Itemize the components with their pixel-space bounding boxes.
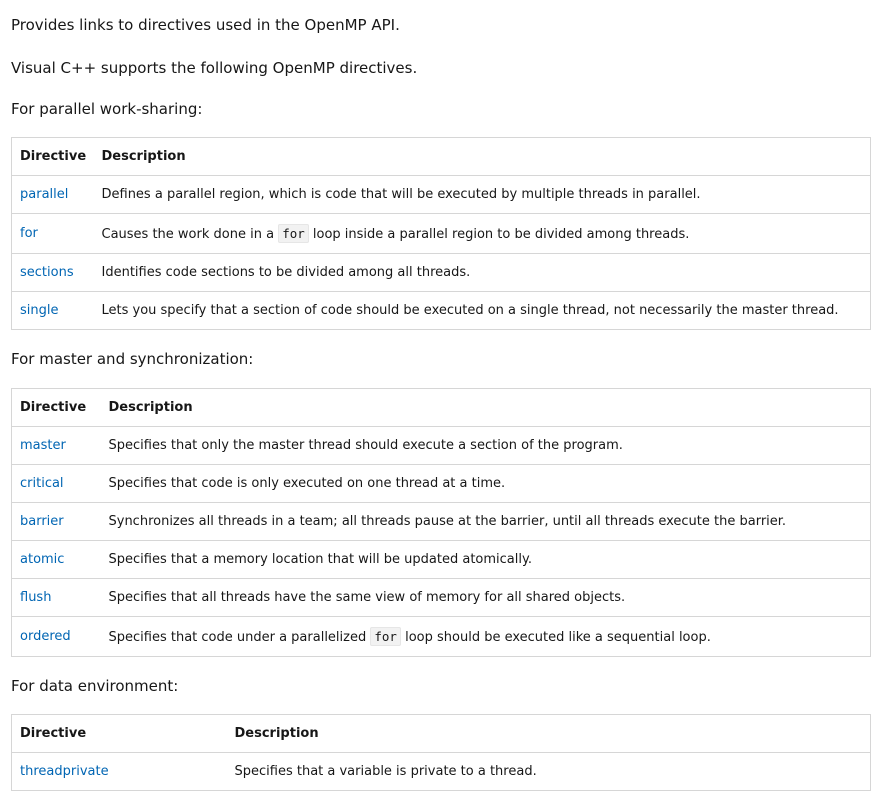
table-row: [12, 214, 871, 254]
description-text: Specifies that code under a parallelized: [108, 629, 367, 645]
directive-link-parallel[interactable]: parallel: [20, 187, 69, 202]
directive-link-sections[interactable]: sections: [20, 265, 74, 280]
description-text: loop inside a parallel region to be divided among threads.: [312, 226, 690, 242]
table-row: [12, 579, 871, 617]
directive-description: Specifies that all threads have the same view of memory for all shared objects.: [101, 579, 871, 617]
column-header-directive: Directive: [12, 389, 101, 427]
intro-line-2: Visual C++ supports the following OpenMP directives.: [11, 59, 418, 77]
table-row: [12, 753, 871, 791]
directive-link-ordered[interactable]: ordered: [20, 629, 71, 644]
directive-link-barrier[interactable]: barrier: [20, 514, 64, 529]
table-row: [12, 617, 871, 657]
table-parallel-work-sharing: [11, 137, 871, 330]
table-master-synchronization: [11, 388, 871, 657]
section-heading-parallel: For parallel work-sharing:: [11, 100, 203, 118]
column-header-description: Description: [101, 389, 871, 427]
directive-link-single[interactable]: single: [20, 303, 59, 318]
directive-description: Specifies that only the master thread should execute a section of the program.: [101, 427, 871, 465]
directive-description: Identifies code sections to be divided among all threads.: [94, 254, 871, 292]
column-header-directive: Directive: [12, 138, 94, 176]
section-heading-master-sync: For master and synchronization:: [11, 350, 254, 368]
table-header-row: [12, 715, 871, 753]
directive-link-master[interactable]: master: [20, 438, 66, 453]
directive-description: Defines a parallel region, which is code that will be executed by multiple threads in parallel.: [94, 176, 871, 214]
directive-description: Specifies that a memory location that will be updated atomically.: [101, 541, 871, 579]
directive-link-threadprivate[interactable]: threadprivate: [20, 764, 109, 779]
table-row: [12, 541, 871, 579]
table-row: [12, 427, 871, 465]
column-header-directive: Directive: [12, 715, 227, 753]
directive-link-atomic[interactable]: atomic: [20, 552, 65, 567]
directive-link-critical[interactable]: critical: [20, 476, 64, 491]
table-row: [12, 503, 871, 541]
intro-line-1: Provides links to directives used in the OpenMP API.: [11, 16, 400, 34]
description-text: Causes the work done in a: [101, 226, 275, 242]
column-header-description: Description: [94, 138, 871, 176]
table-row: [12, 254, 871, 292]
directive-link-for[interactable]: for: [20, 226, 38, 241]
section-heading-data-environment: For data environment:: [11, 677, 179, 695]
inline-code: for: [278, 224, 309, 243]
directive-description: Synchronizes all threads in a team; all threads pause at the barrier, until all threads execute the barrier.: [101, 503, 871, 541]
directive-description: [101, 617, 871, 657]
description-text: loop should be executed like a sequential loop.: [405, 629, 711, 645]
column-header-description: Description: [227, 715, 871, 753]
table-row: [12, 292, 871, 330]
directive-link-flush[interactable]: flush: [20, 590, 52, 605]
directive-description: Lets you specify that a section of code should be executed on a single thread, not necessarily the master thread.: [94, 292, 871, 330]
table-row: [12, 465, 871, 503]
table-header-row: [12, 389, 871, 427]
table-header-row: [12, 138, 871, 176]
directive-description: [94, 214, 871, 254]
inline-code: for: [370, 627, 401, 646]
directive-description: Specifies that code is only executed on one thread at a time.: [101, 465, 871, 503]
table-row: [12, 176, 871, 214]
table-data-environment: [11, 714, 871, 791]
directive-description: Specifies that a variable is private to a thread.: [227, 753, 871, 791]
